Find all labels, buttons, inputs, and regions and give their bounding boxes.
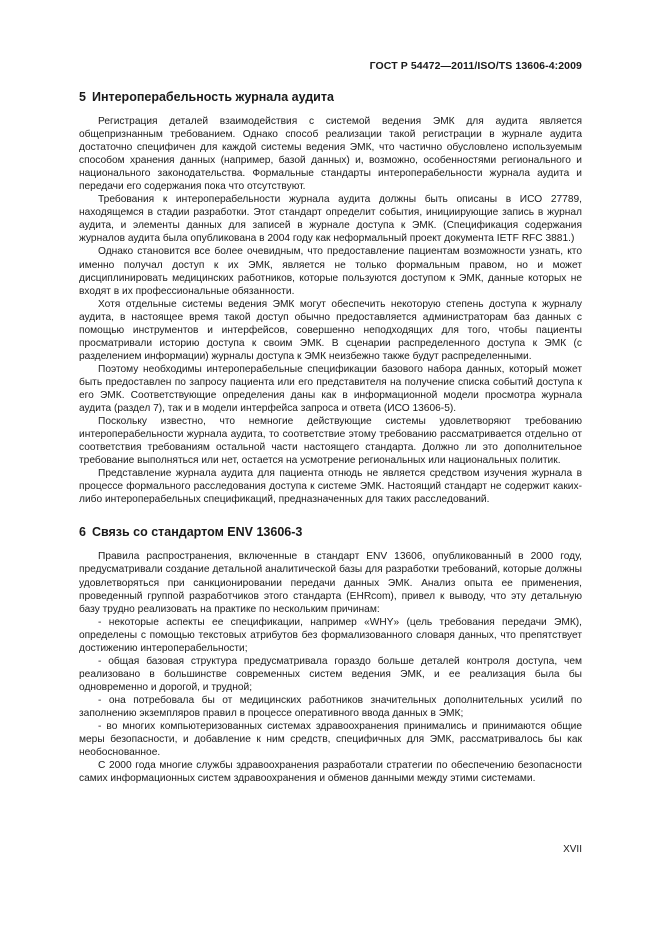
section-heading	[79, 523, 582, 541]
paragraph: Поэтому необходимы интероперабельные спецификации базового набора данных, который может быть предоставлен по запросу пациента или его представителя на получение списка событий доступа к его ЭМК. Соответствующие определения даны как в информационной модели просмотра журнала аудита (раздел 7), так и в модели интерфейса запроса и ответа (ИСО 13606-5).	[79, 363, 582, 415]
paragraph: Регистрация деталей взаимодействия с системой ведения ЭМК для аудита является общепризнанным требованием. Однако способ реализации такой регистрации в журнале аудита достаточно специфичен для каждой системы ведения ЭМК, что частично обусловлено используемым способом хранения данных (например, базой данных) и, возможно, особенностями регионального и национального законодательства. Формальные стандарты интероперабельности журнала аудита и передачи его содержания пока что отсутствуют.	[79, 116, 582, 193]
paragraph: С 2000 года многие службы здравоохранения разработали стратегии по обеспечению безопасности самих информационных систем здравоохранения и обменов данными между этими системами.	[79, 760, 582, 785]
section-heading	[79, 88, 582, 106]
section-title-text: Связь со стандартом ENV 13606-3	[91, 525, 303, 540]
paragraph: Поскольку известно, что немногие действующие системы удовлетворяют требованию интероперабельности журнала аудита, то соответствие этому требованию рассматривается отдельно от соответствия требованиям остальной части настоящего стандарта. Должно ли это дополнительное требование выполняться или нет, остается на усмотрение региональных или национальных политик.	[79, 416, 582, 467]
paragraph: Хотя отдельные системы ведения ЭМК могут обеспечить некоторую степень доступа к журналу аудита, в настоящее время такой доступ обычно предоставляется администраторам баз данных с помощью инструментов и интерфейсов, совершенно неподходящих для того, чтобы пациенты просматривали историю доступа к своим ЭМК. В сценарии распределенного доступа к ЭМК (с разделением информации) журналы доступа к ЭМК неизбежно также будут распределенными.	[79, 298, 582, 362]
page-content	[79, 88, 582, 785]
section-env-13606-3-relation	[79, 523, 582, 785]
paragraph: Правила распространения, включенные в стандарт ENV 13606, опубликованный в 2000 году, предусматривали создание детальной аналитической базы для разработки требований, которые должны удовлетворяться при санкционировании передачи данных ЭМК. Анализ опыта ее применения, проведенный группой разработчиков этого стандарта (EHRcom), привел к выводу, что эту детальную базу трудно реализовать на практике по нескольким причинам:	[79, 551, 582, 615]
document-code-header: ГОСТ Р 54472—2011/ISO/TS 13606-4:2009	[369, 60, 582, 72]
page-number: XVII	[563, 844, 582, 855]
list-item: - некоторые аспекты ее спецификации, например «WHY» (цель требования передачи ЭМК), определены с помощью текстовых атрибутов без формализованного словаря данных, что препятствует достижению интероперабельности;	[79, 616, 582, 654]
section-number: 6	[79, 525, 86, 540]
list-item: - общая базовая структура предусматривала гораздо больше деталей контроля доступа, чем реализовано в большинстве современных систем ведения ЭМК, и ее реализация была бы одновременно и дорогой, и трудной;	[79, 655, 582, 693]
paragraph: Однако становится все более очевидным, что предоставление пациентам возможности узнать, кто именно получал доступ к их ЭМК, является не только формальным правом, но и может дисциплинировать медицинских работников, которые пользуются доступом к ЭМК, данные которых не входят в их профессиональные обязанности.	[79, 246, 582, 297]
list-item: - во многих компьютеризованных системах здравоохранения принимались и принимаются общие меры безопасности, и добавление к ним средств, специфичных для ЭМК, рассматривалось бы как необоснованное.	[79, 721, 582, 759]
section-number: 5	[79, 90, 86, 104]
paragraph: Представление журнала аудита для пациента отнюдь не является средством изучения журнала в процессе формального расследования доступа к системе ЭМК. Настоящий стандарт не содержит каких-либо интероперабельных спецификаций, предназначенных для таких расследований.	[79, 468, 582, 506]
section-title-text: Интероперабельность журнала аудита	[91, 90, 334, 104]
paragraph: Требования к интероперабельности журнала аудита должны быть описаны в ИСО 27789, находящемся в стадии разработки. Этот стандарт определит события, инициирующие запись в журнал аудита, и элементы данных для записей в журнале доступа к ЭМК. (Спецификация содержания журналов аудита была опубликована в 2004 году как неформальный проект документа IETF RFC 3881.)	[79, 194, 582, 245]
list-item: - она потребовала бы от медицинских работников значительных дополнительных усилий по заполнению экземпляров правил в процессе оперативного ввода данных в ЭМК;	[79, 694, 582, 719]
section-audit-log-interoperability	[79, 88, 582, 506]
section-spacer	[79, 506, 582, 523]
